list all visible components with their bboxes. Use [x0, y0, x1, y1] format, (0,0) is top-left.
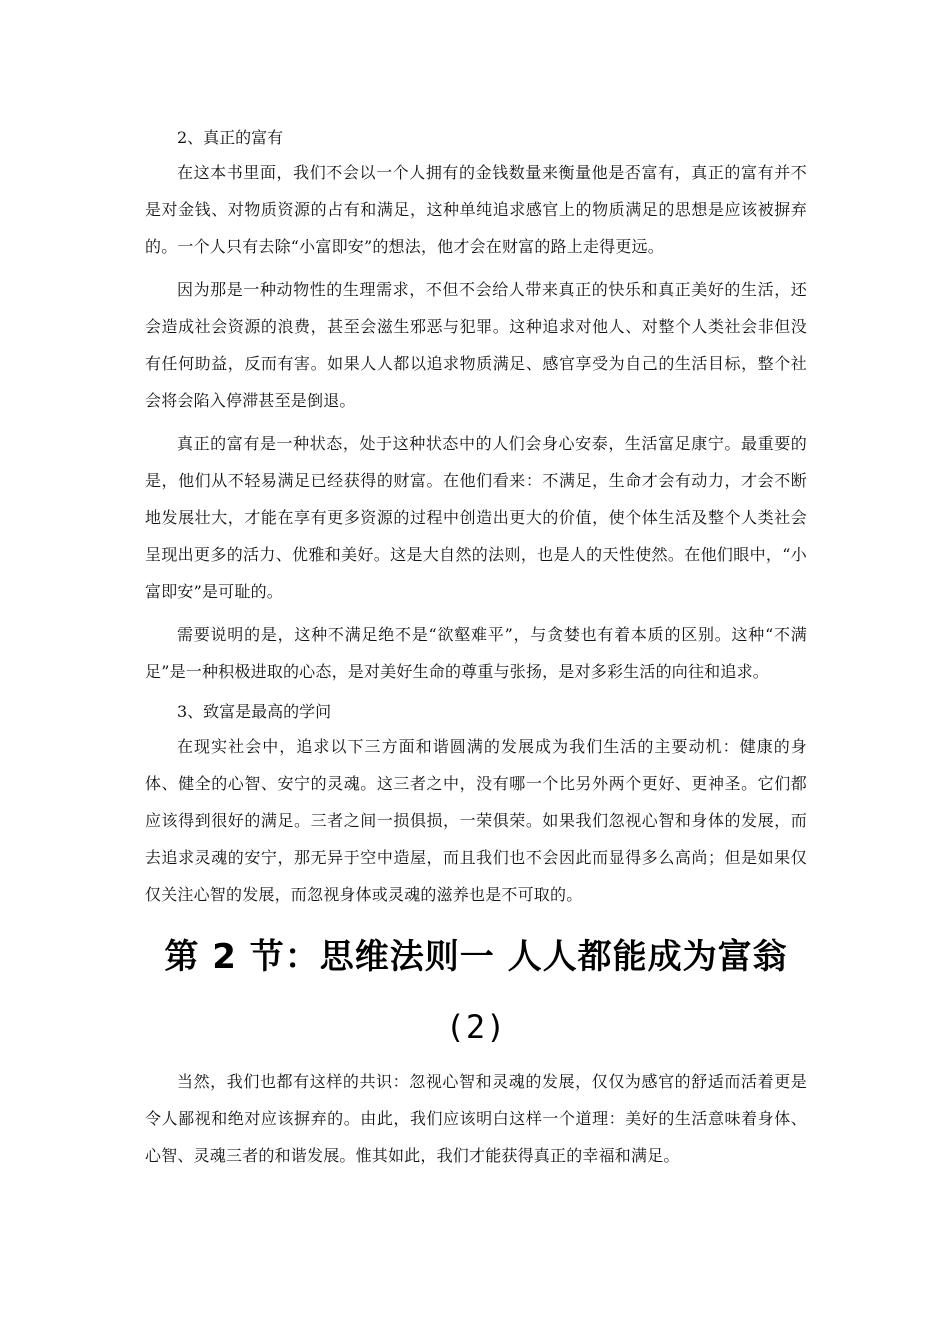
body-paragraph: 需要说明的是，这种不满足绝不是“欲壑难平”，与贪婪也有着本质的区别。这种“不满足”是一种积极进取的心态，是对美好生命的尊重与张扬，是对多彩生活的向往和追求。	[145, 625, 807, 681]
section-title	[145, 923, 807, 1063]
section-title-suffix: (2)	[445, 1008, 507, 1046]
section-title-main: 第 2 节：思维法则一 人人都能成为富翁	[164, 937, 788, 977]
body-paragraph: 因为那是一种动物性的生理需求，不但不会给人带来真正的快乐和真正美好的生活，还会造成社会资源的浪费，甚至会滋生邪恶与犯罪。这种追求对他人、对整个人类社会非但没有任何助益，反而有害。如果人人都以追求物质满足、感官享受为自己的生活目标，整个社会将会陷入停滞甚至是倒退。	[145, 280, 807, 410]
body-paragraph: 在这本书里面，我们不会以一个人拥有的金钱数量来衡量他是否富有，真正的富有并不是对金钱、对物质资源的占有和满足，这种单纯追求感官上的物质满足的思想是应该被摒弃的。一个人只有去除“小富即安”的想法，他才会在财富的路上走得更远。	[145, 163, 807, 256]
body-paragraph: 当然，我们也都有这样的共识：忽视心智和灵魂的发展，仅仅为感官的舒适而活着更是令人鄙视和绝对应该摒弃的。由此，我们应该明白这样一个道理：美好的生活意味着身体、心智、灵魂三者的和谐发展。惟其如此，我们才能获得真正的幸福和满足。	[145, 1072, 807, 1165]
body-paragraph: 在现实社会中，追求以下三方面和谐圆满的发展成为我们生活的主要动机：健康的身体、健全的心智、安宁的灵魂。这三者之中，没有哪一个比另外两个更好、更神圣。它们都应该得到很好的满足。三者之间一损俱损，一荣俱荣。如果我们忽视心智和身体的发展，而去追求灵魂的安宁，那无异于空中造屋，而且我们也不会因此而显得多么高尚；但是如果仅仅关注心智的发展，而忽视身体或灵魂的滋养也是不可取的。	[145, 737, 807, 904]
subheading-true-wealth: 2、真正的富有	[177, 128, 284, 147]
subheading-getting-rich: 3、致富是最高的学问	[177, 702, 332, 721]
document-page	[145, 122, 807, 1180]
body-paragraph: 真正的富有是一种状态，处于这种状态中的人们会身心安泰，生活富足康宁。最重要的是，他们从不轻易满足已经获得的财富。在他们看来：不满足，生命才会有动力，才会不断地发展壮大，才能在享有更多资源的过程中创造出更大的价值，使个体生活及整个人类社会呈现出更多的活力、优雅和美好。这是大自然的法则，也是人的天性使然。在他们眼中，“小富即安”是可耻的。	[145, 434, 807, 601]
